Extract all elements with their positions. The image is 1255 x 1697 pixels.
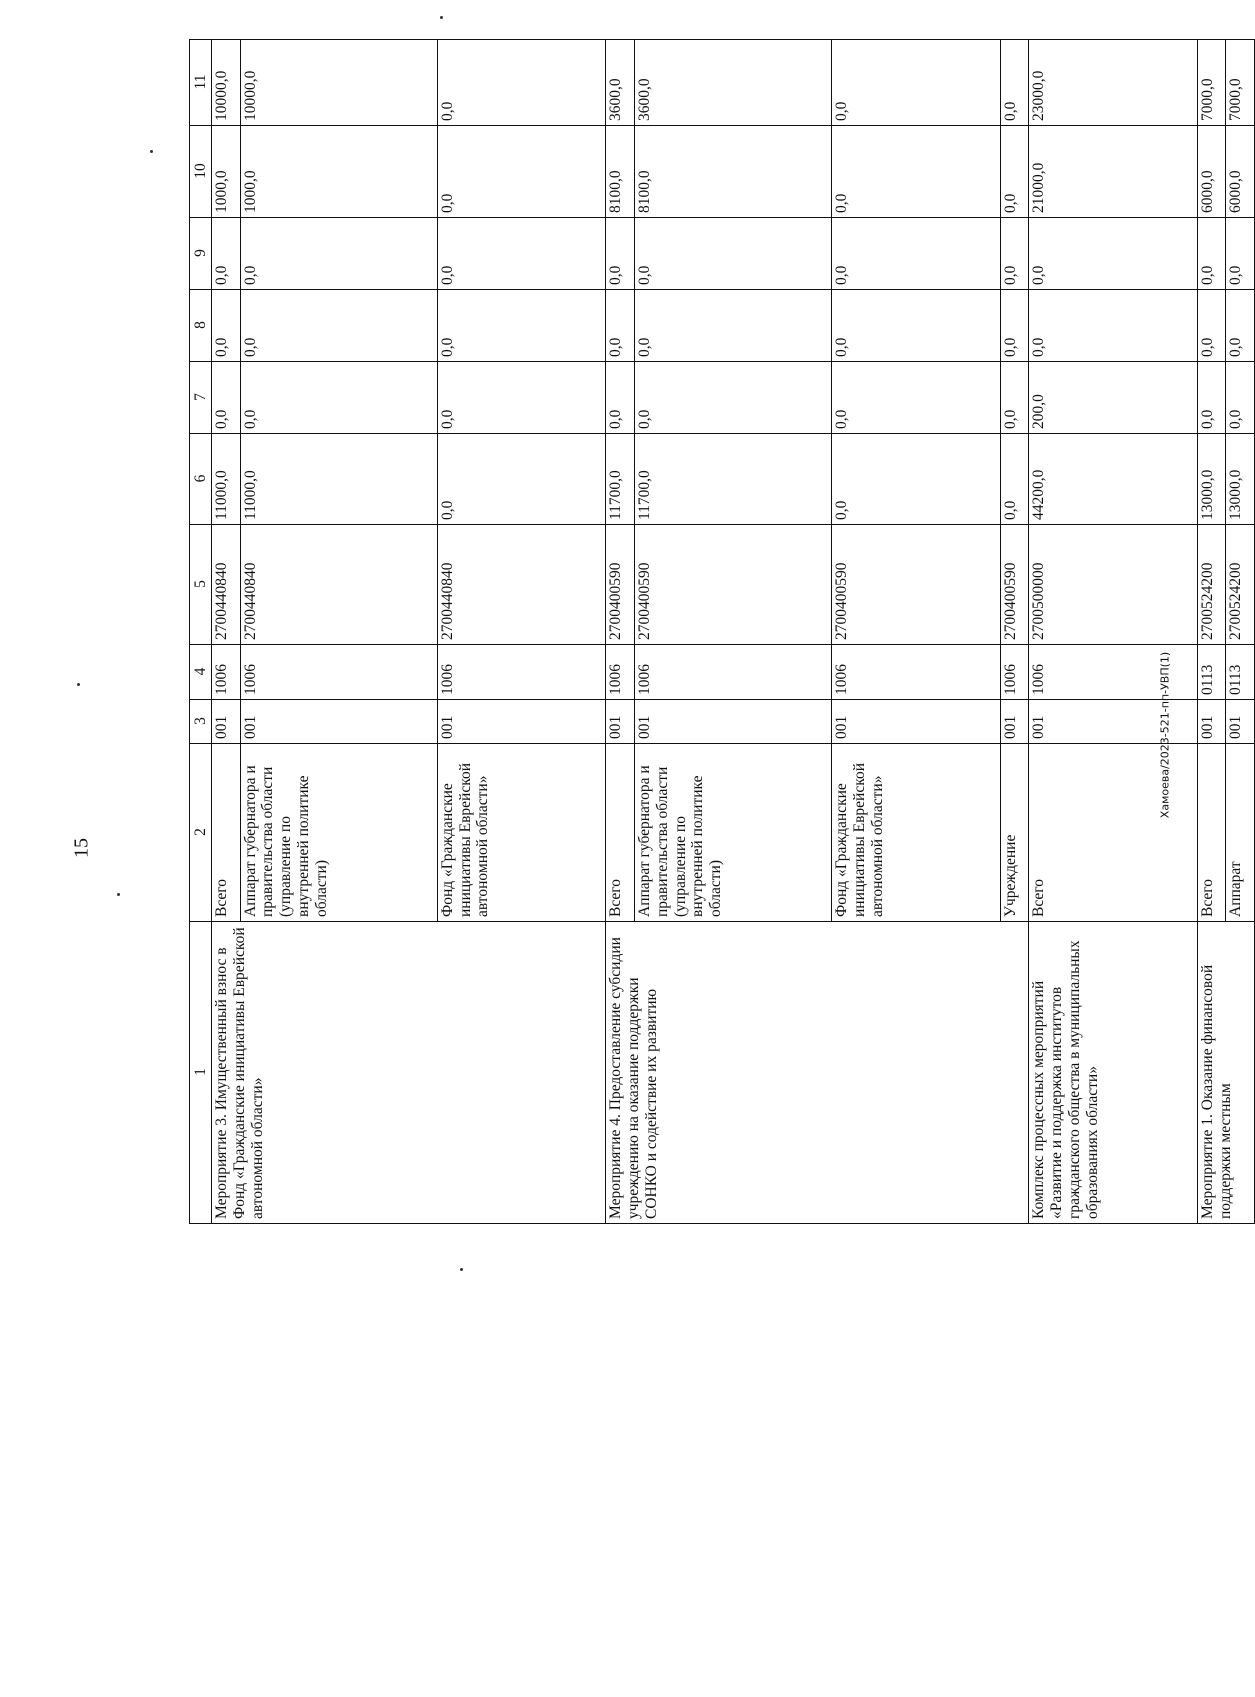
table-cell: 0,0 xyxy=(1000,40,1029,126)
column-header: 3 xyxy=(190,700,212,744)
table-cell: 11000,0 xyxy=(212,434,241,525)
column-header: 8 xyxy=(190,290,212,362)
executor-cell: Фонд «Гражданские инициативы Еврейской автономной области» xyxy=(437,744,606,922)
table-cell: 1006 xyxy=(1000,645,1029,700)
executor-cell: Всего xyxy=(1197,744,1226,922)
table-cell: 0,0 xyxy=(1226,290,1255,362)
table-cell: 2700500000 xyxy=(1029,525,1198,645)
table-cell: 2700400590 xyxy=(832,525,1001,645)
scan-speck xyxy=(440,16,443,19)
table-cell: 10000,0 xyxy=(212,40,241,126)
table-row xyxy=(1029,40,1198,1224)
table-cell: 0,0 xyxy=(634,218,831,290)
table-cell: 001 xyxy=(1029,700,1198,744)
table-cell: 0,0 xyxy=(606,218,635,290)
table-cell: 0,0 xyxy=(1029,218,1198,290)
table-cell: 8100,0 xyxy=(634,126,831,218)
table-cell: 0,0 xyxy=(437,434,606,525)
table-cell: 0,0 xyxy=(832,434,1001,525)
table-cell: 0,0 xyxy=(1226,218,1255,290)
table-cell: 10000,0 xyxy=(240,40,437,126)
table-cell: 2700400590 xyxy=(634,525,831,645)
scan-speck xyxy=(150,150,153,153)
executor-cell: Всего xyxy=(606,744,635,922)
table-cell: 001 xyxy=(1197,700,1226,744)
table-cell: 001 xyxy=(437,700,606,744)
table-cell: 2700524200 xyxy=(1226,525,1255,645)
table-cell: 0,0 xyxy=(1197,218,1226,290)
executor-cell: Учреждение xyxy=(1000,744,1029,922)
table-cell: 0,0 xyxy=(1197,290,1226,362)
table-cell: 11700,0 xyxy=(634,434,831,525)
table-cell: 21000,0 xyxy=(1029,126,1198,218)
table-cell: 1006 xyxy=(212,645,241,700)
table-cell: 1006 xyxy=(634,645,831,700)
table-cell: 8100,0 xyxy=(606,126,635,218)
table-cell: 0,0 xyxy=(240,362,437,434)
table-cell: 3600,0 xyxy=(606,40,635,126)
column-header: 6 xyxy=(190,434,212,525)
table-cell: 001 xyxy=(1000,700,1029,744)
table-cell: 0,0 xyxy=(212,290,241,362)
table-cell: 7000,0 xyxy=(1226,40,1255,126)
table-cell: 0,0 xyxy=(832,362,1001,434)
table-cell: 13000,0 xyxy=(1226,434,1255,525)
column-header: 1 xyxy=(190,922,212,1224)
table-cell: 1006 xyxy=(606,645,635,700)
table-cell: 0113 xyxy=(1226,645,1255,700)
executor-cell: Фонд «Гражданские инициативы Еврейской автономной области» xyxy=(832,744,1001,922)
table-cell: 001 xyxy=(240,700,437,744)
table-cell: 0,0 xyxy=(832,40,1001,126)
page-number: 15 xyxy=(70,838,93,858)
table-cell: 0,0 xyxy=(832,218,1001,290)
executor-cell: Всего xyxy=(212,744,241,922)
table-cell: 6000,0 xyxy=(1226,126,1255,218)
table-cell: 0,0 xyxy=(437,40,606,126)
table-cell: 0,0 xyxy=(437,218,606,290)
table-row xyxy=(212,40,241,1224)
table-row xyxy=(1197,40,1226,1224)
executor-cell: Аппарат губернатора и правительства области (управление по внутренней политике области) xyxy=(240,744,437,922)
executor-cell: Аппарат xyxy=(1226,744,1255,922)
table-cell: 0,0 xyxy=(437,126,606,218)
table-cell: 0,0 xyxy=(212,218,241,290)
table-cell: 1006 xyxy=(832,645,1001,700)
column-header: 4 xyxy=(190,645,212,700)
table-cell: 13000,0 xyxy=(1197,434,1226,525)
table-cell: 3600,0 xyxy=(634,40,831,126)
table-cell: 7000,0 xyxy=(1197,40,1226,126)
table-cell: 0,0 xyxy=(606,290,635,362)
table-cell: 6000,0 xyxy=(1197,126,1226,218)
table-cell: 0,0 xyxy=(1000,434,1029,525)
table-cell: 001 xyxy=(634,700,831,744)
table-cell: 0,0 xyxy=(240,290,437,362)
table-cell: 0,0 xyxy=(1000,290,1029,362)
event-name: Комплекс процессных мероприятий «Развитие и поддержка институтов гражданского общества в муниципальных образованиях области» xyxy=(1029,922,1198,1224)
table-cell: 2700400590 xyxy=(606,525,635,645)
table-cell: 1006 xyxy=(240,645,437,700)
table-cell: 0,0 xyxy=(1000,126,1029,218)
table-cell: 2700440840 xyxy=(212,525,241,645)
column-header: 2 xyxy=(190,744,212,922)
table-cell: 001 xyxy=(212,700,241,744)
column-header: 7 xyxy=(190,362,212,434)
table-cell: 1000,0 xyxy=(240,126,437,218)
event-name: Мероприятие 1. Оказание финансовой поддержки местным xyxy=(1197,922,1254,1224)
table-cell: 23000,0 xyxy=(1029,40,1198,126)
budget-table-container xyxy=(189,70,1255,1224)
column-header: 10 xyxy=(190,126,212,218)
event-name: Мероприятие 3. Имущественный взнос в Фонд «Гражданские инициативы Еврейской автономной области» xyxy=(212,922,606,1224)
document-code: Хамоева/2023-521-пп-УВП(1) xyxy=(1158,651,1172,819)
table-cell: 200,0 xyxy=(1029,362,1198,434)
table-cell: 2700400590 xyxy=(1000,525,1029,645)
table-cell: 1000,0 xyxy=(212,126,241,218)
scan-speck xyxy=(77,683,80,686)
table-cell: 0,0 xyxy=(1000,362,1029,434)
table-cell: 0,0 xyxy=(437,290,606,362)
header-row xyxy=(190,40,212,1224)
table-cell: 001 xyxy=(1226,700,1255,744)
column-header: 5 xyxy=(190,525,212,645)
table-cell: 0,0 xyxy=(832,290,1001,362)
table-cell: 1006 xyxy=(1029,645,1198,700)
table-cell: 0,0 xyxy=(1029,290,1198,362)
table-cell: 0,0 xyxy=(212,362,241,434)
column-header: 9 xyxy=(190,218,212,290)
budget-table xyxy=(189,39,1255,1224)
scan-speck xyxy=(460,1268,463,1271)
table-cell: 0,0 xyxy=(1197,362,1226,434)
table-cell: 0,0 xyxy=(1226,362,1255,434)
event-name: Мероприятие 4. Предоставление субсидии учреждению на оказание поддержки СОНКО и содействие их развитию xyxy=(606,922,1029,1224)
table-cell: 0,0 xyxy=(634,362,831,434)
table-cell: 11700,0 xyxy=(606,434,635,525)
column-header: 11 xyxy=(190,40,212,126)
table-cell: 001 xyxy=(832,700,1001,744)
table-cell: 44200,0 xyxy=(1029,434,1198,525)
table-cell: 2700440840 xyxy=(437,525,606,645)
table-cell: 0,0 xyxy=(437,362,606,434)
table-cell: 0,0 xyxy=(606,362,635,434)
table-cell: 0,0 xyxy=(1000,218,1029,290)
executor-cell: Аппарат губернатора и правительства области (управление по внутренней политике области) xyxy=(634,744,831,922)
table-cell: 0,0 xyxy=(832,126,1001,218)
executor-cell: Всего xyxy=(1029,744,1198,922)
table-cell: 1006 xyxy=(437,645,606,700)
scan-speck xyxy=(117,893,120,896)
table-cell: 0,0 xyxy=(240,218,437,290)
table-row xyxy=(606,40,635,1224)
table-cell: 11000,0 xyxy=(240,434,437,525)
table-cell: 001 xyxy=(606,700,635,744)
table-cell: 0,0 xyxy=(634,290,831,362)
table-cell: 2700440840 xyxy=(240,525,437,645)
table-cell: 0113 xyxy=(1197,645,1226,700)
table-cell: 2700524200 xyxy=(1197,525,1226,645)
